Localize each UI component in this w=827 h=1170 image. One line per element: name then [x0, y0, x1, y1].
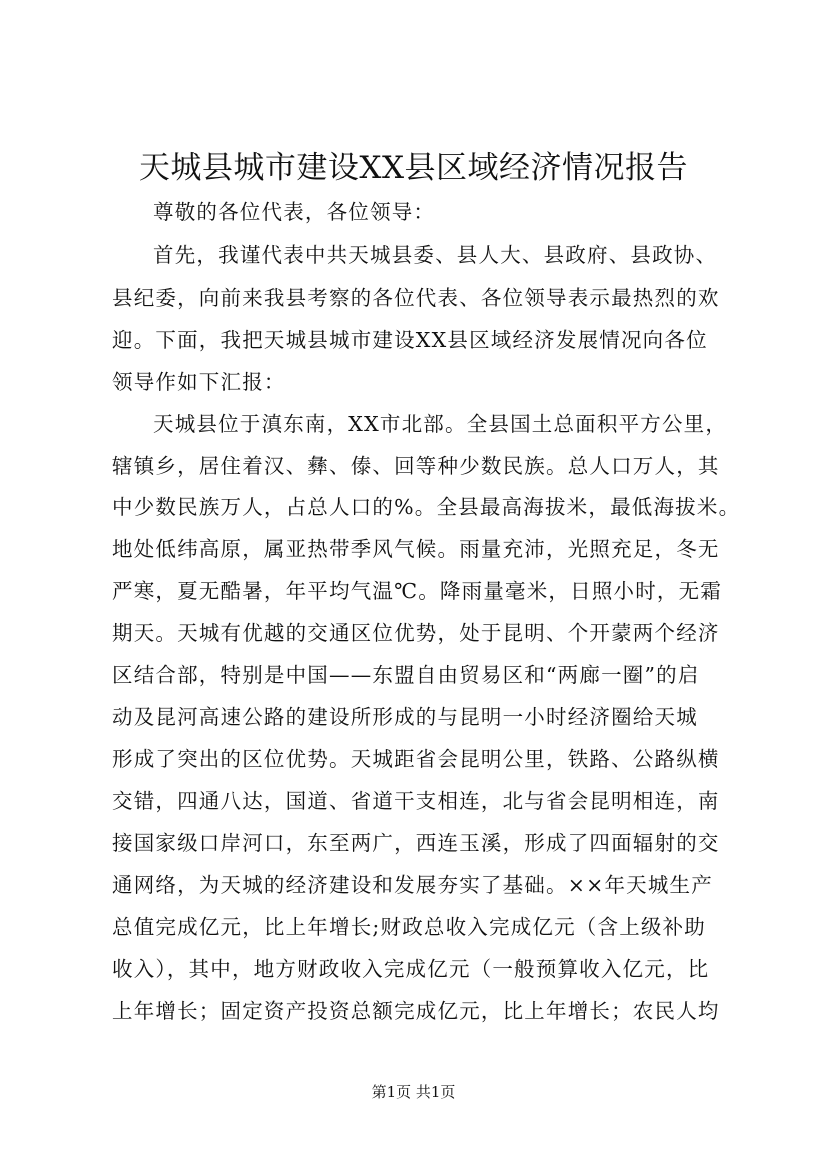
body-line: 中少数民族万人，占总人口的%。全县最高海拔米，最低海拔米。 — [112, 495, 741, 519]
body-line: 通网络，为天城的经济建设和发展夯实了基础。××年天城生产 — [112, 873, 713, 897]
body-line: 区结合部，特别是中国——东盟自由贸易区和“两廊一圈”的启 — [112, 663, 700, 687]
body-line: 期天。天城有优越的交通区位优势，处于昆明、个开蒙两个经济 — [112, 621, 720, 645]
body-line: 接国家级口岸河口，东至两广，西连玉溪，形成了四面辐射的交 — [112, 831, 720, 855]
page-number-footer: 第1页 共1页 — [371, 1083, 456, 1101]
body-line: 收入），其中，地方财政收入完成亿元（一般预算收入亿元，比 — [112, 957, 710, 981]
body-line: 领导作如下汇报： — [112, 370, 286, 394]
body-line: 总值完成亿元，比上年增长;财政总收入完成亿元（含上级补助 — [112, 915, 707, 939]
body-line: 交错，四通八达，国道、省道干支相连，北与省会昆明相连，南 — [112, 789, 720, 813]
body-line: 县纪委，向前来我县考察的各位代表、各位领导表示最热烈的欢 — [112, 286, 720, 310]
document-title: 天城县城市建设XX县区域经济情况报告 — [138, 150, 689, 186]
body-line: 地处低纬高原，属亚热带季风气候。雨量充沛，光照充足，冬无 — [112, 537, 720, 561]
body-line: 动及昆河高速公路的建设所形成的与昆明一小时经济圈给天城 — [112, 705, 698, 729]
salutation-line: 尊敬的各位代表，各位领导： — [153, 200, 436, 224]
body-line: 天城县位于滇东南，XX市北部。全县国土总面积平方公里， — [153, 412, 728, 436]
body-line: 辖镇乡，居住着汉、彝、傣、回等种少数民族。总人口万人，其 — [112, 454, 720, 478]
body-line: 迎。下面，我把天城县城市建设XX县区域经济发展情况向各位 — [112, 328, 708, 352]
body-line: 形成了突出的区位优势。天城距省会昆明公里，铁路、公路纵横 — [112, 747, 720, 771]
body-line: 首先，我谨代表中共天城县委、县人大、县政府、县政协、 — [153, 243, 718, 267]
body-line: 严寒，夏无酷暑，年平均气温℃。降雨量毫米，日照小时，无霜 — [112, 579, 723, 603]
body-line: 上年增长；固定资产投资总额完成亿元，比上年增长；农民人均 — [112, 999, 720, 1023]
